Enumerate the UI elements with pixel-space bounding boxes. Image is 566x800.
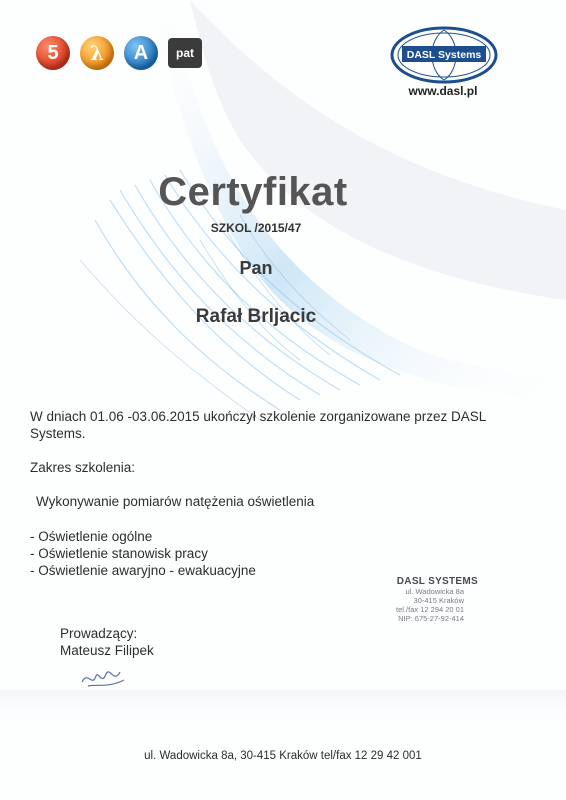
website-link[interactable]: www.dasl.pl [408,84,478,98]
five-logo-icon: 5 [36,36,70,70]
topic-list [30,528,256,579]
stamp-line: tel./fax 12 294 20 01 [396,605,464,614]
recipient-name: Rafał Brljacic [195,306,317,327]
lambda-logo-icon: λ [80,36,114,70]
a4-logo-icon: A [124,36,158,70]
stamp-line: NIP: 675-27-92-414 [398,614,464,623]
partner-logos [36,36,202,70]
signature-scribble [78,660,128,694]
footer-address: ul. Wadowicka 8a, 30-415 Kraków tel/fax 12 29 42 001 [144,750,422,762]
stamp-line: 30-415 Kraków [413,596,464,605]
stamp-line: ul. Wadowicka 8a [405,587,464,596]
certificate-number: SZKOL /2015/47 [210,221,302,235]
salutation: Pan [239,258,273,278]
course-name: Wykonywanie pomiarów natężenia oświetlenia [36,494,315,509]
lecturer-name: Mateusz Filipek [60,643,154,658]
topic-item: - Oświetlenie awaryjno - ewakuacyjne [30,563,256,578]
topic-item: - Oświetlenie stanowisk pracy [30,546,208,561]
scope-label: Zakres szkolenia: [30,460,136,475]
certificate-title: Certyfikat [158,170,348,214]
completion-statement: W dniach 01.06 -03.06.2015 ukończył szkolenie zorganizowane przez DASL Systems. [30,409,486,441]
company-stamp [388,576,478,623]
dasl-systems-logo [388,24,500,86]
dasl-logo-text: DASL Systems [406,49,482,61]
stamp-title: DASL SYSTEMS [396,576,478,587]
pat-logo-icon: pat [168,38,202,68]
topic-item: - Oświetlenie ogólne [30,529,153,544]
lecturer-label: Prowadzący: [60,626,138,641]
